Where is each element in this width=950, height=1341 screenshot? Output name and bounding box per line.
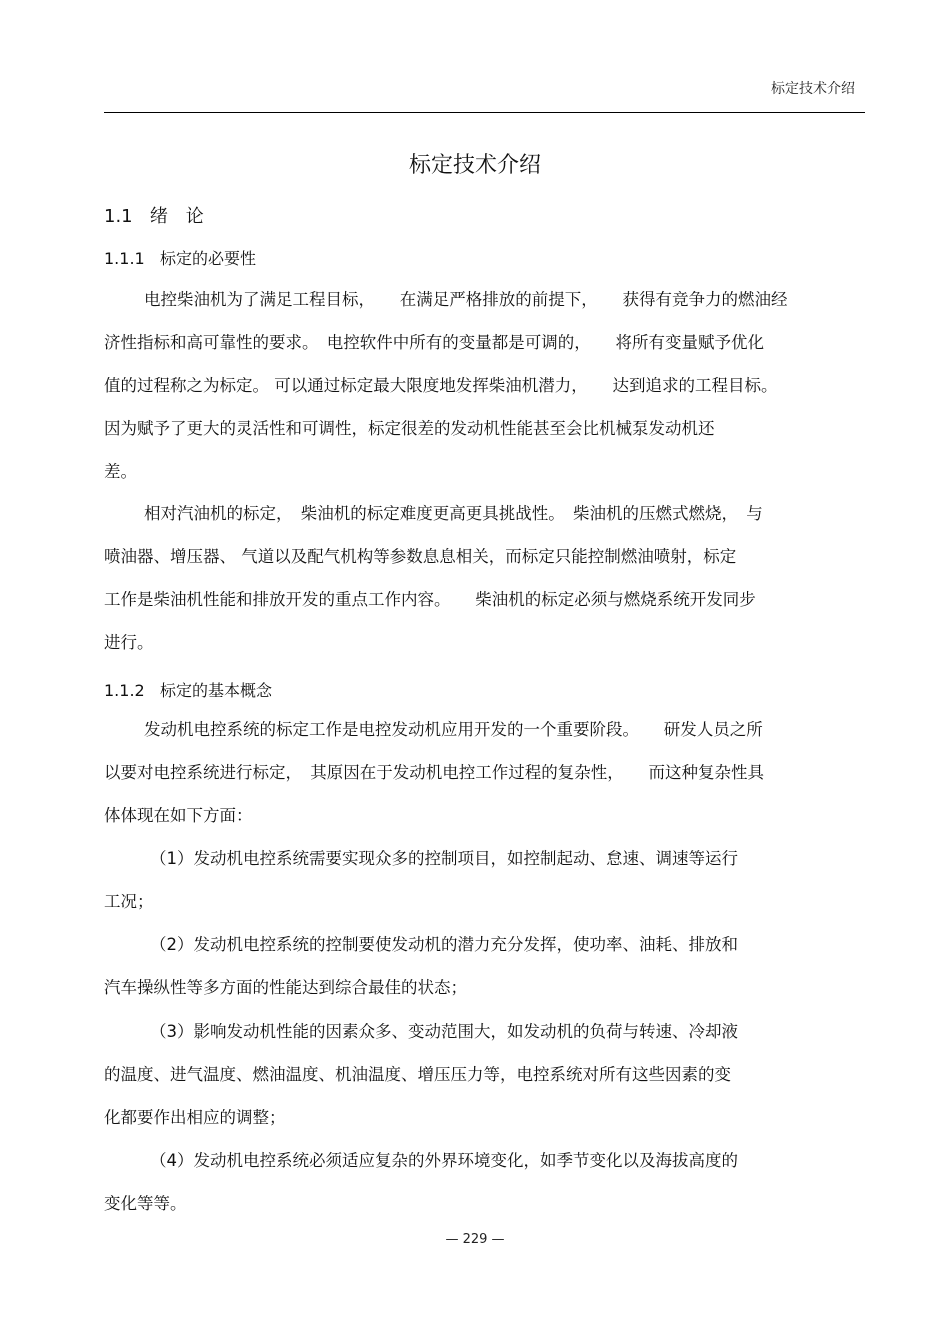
paragraph-line: 以要对电控系统进行标定， 其原因在于发动机电控工作过程的复杂性， 而这种复杂性具 — [104, 763, 764, 782]
paragraph-line: 因为赋予了更大的灵活性和可调性，标定很差的发动机性能甚至会比机械泵发动机还 — [104, 419, 715, 438]
subsection-title: 标定的基本概念 — [159, 681, 272, 700]
section-title: 绪 论 — [149, 206, 204, 227]
document-title: 标定技术介绍 — [408, 153, 541, 178]
paragraph-line: 喷油器、增压器、 气道以及配气机构等参数息息相关，而标定只能控制燃油喷射，标定 — [104, 547, 737, 566]
paragraph-necessity-1 — [104, 278, 864, 493]
paragraph-line: 体体现在如下方面： — [104, 806, 253, 825]
page-number: — 229 — — [445, 1232, 505, 1247]
list-line: （1）发动机电控系统需要实现众多的控制项目，如控制起动、怠速、调速等运行 — [150, 849, 738, 868]
list-line: 的温度、进气温度、燃油温度、机油温度、增压压力等，电控系统对所有这些因素的变 — [104, 1065, 731, 1084]
paragraph-line: 济性指标和高可靠性的要求。 电控软件中所有的变量都是可调的， 将所有变量赋予优化 — [104, 333, 764, 352]
list-item-4 — [104, 1139, 864, 1225]
list-item-1 — [104, 837, 864, 923]
header-rule — [104, 112, 865, 113]
paragraph-line: 电控柴油机为了满足工程目标， 在满足严格排放的前提下， 获得有竞争力的燃油经 — [144, 290, 788, 309]
list-item-2 — [104, 923, 864, 1009]
list-line: 汽车操纵性等多方面的性能达到综合最佳的状态； — [104, 978, 467, 997]
subsection-heading-concept — [104, 678, 272, 701]
paragraph-concept — [104, 708, 864, 837]
paragraph-line: 进行。 — [104, 633, 154, 652]
list-line: 工况； — [104, 892, 154, 911]
list-line: 变化等等。 — [104, 1194, 187, 1213]
subsection-heading-necessity — [104, 246, 256, 269]
list-line: （3）影响发动机性能的因素众多、变动范围大，如发动机的负荷与转速、冷却液 — [150, 1022, 738, 1041]
section-number: 1.1 — [104, 206, 133, 227]
list-line: 化都要作出相应的调整； — [104, 1108, 286, 1127]
list-item-3 — [104, 1010, 864, 1139]
paragraph-line: 相对汽油机的标定， 柴油机的标定难度更高更具挑战性。 柴油机的压燃式燃烧， 与 — [144, 504, 763, 523]
subsection-number: 1.1.1 — [104, 249, 145, 268]
list-line: （4）发动机电控系统必须适应复杂的外界环境变化，如季节变化以及海拔高度的 — [150, 1151, 738, 1170]
paragraph-line: 值的过程称之为标定。 可以通过标定最大限度地发挥柴油机潜力， 达到追求的工程目标。 — [104, 376, 778, 395]
paragraph-line: 工作是柴油机性能和排放开发的重点工作内容。 柴油机的标定必须与燃烧系统开发同步 — [104, 590, 756, 609]
paragraph-line: 差。 — [104, 462, 137, 481]
subsection-number: 1.1.2 — [104, 681, 145, 700]
list-line: （2）发动机电控系统的控制要使发动机的潜力充分发挥，使功率、油耗、排放和 — [150, 935, 738, 954]
subsection-title: 标定的必要性 — [159, 249, 256, 268]
running-header: 标定技术介绍 — [771, 81, 855, 97]
section-heading — [104, 202, 204, 228]
paragraph-necessity-2 — [104, 492, 864, 664]
paragraph-line: 发动机电控系统的标定工作是电控发动机应用开发的一个重要阶段。 研发人员之所 — [144, 720, 763, 739]
